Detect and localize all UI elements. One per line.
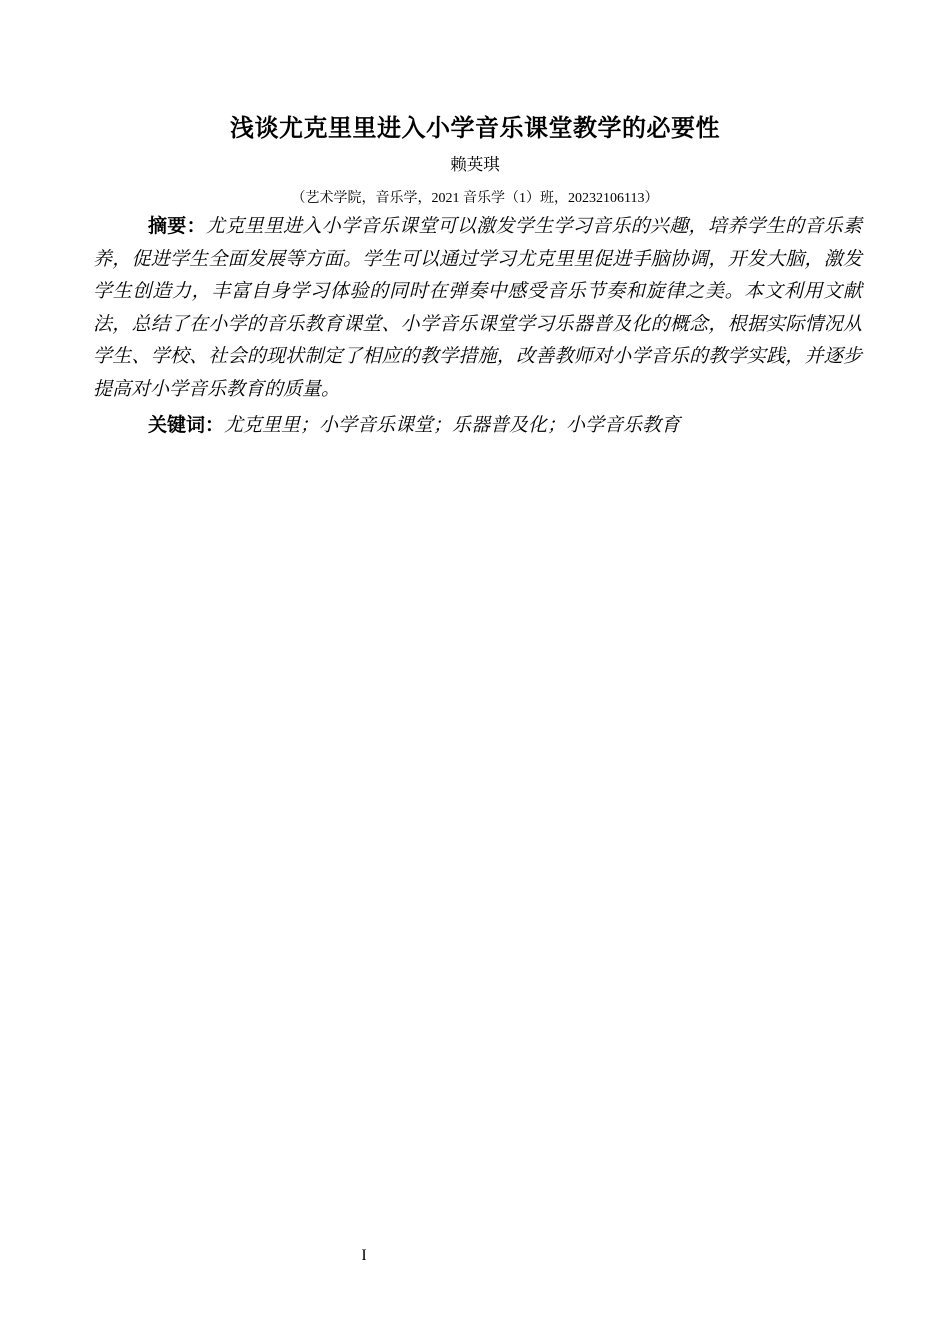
affiliation-line: （艺术学院，音乐学，2021 音乐学（1）班，20232106113）	[291, 191, 659, 206]
author-name: 赖英琪	[450, 155, 500, 174]
abstract-text: 尤克里里进入小学音乐课堂可以激发学生学习音乐的兴趣，培养学生的音乐素养，促进学生全面发展等方面。学生可以通过学习尤克里里促进手脑协调，开发大脑，激发学生创造力，丰富自身学习体验的同时在弹奏中感受音乐节奏和旋律之美。本文利用文献法，总结了在小学的音乐教育课堂、小学音乐课堂学习乐器普及化的概念，根据实际情况从学生、学校、社会的现状制定了相应的教学措施，改善教师对小学音乐的教学实践，并逐步提高对小学音乐教育的质量。	[93, 216, 862, 400]
keywords-text: 尤克里里；小学音乐课堂；乐器普及化；小学音乐教育	[224, 415, 681, 436]
page-title: 浅谈尤克里里进入小学音乐课堂教学的必要性	[230, 115, 720, 142]
abstract-paragraph	[93, 211, 862, 406]
keywords-paragraph	[93, 410, 862, 443]
page-number: I	[361, 1247, 367, 1264]
abstract-label: 摘要：	[148, 216, 206, 237]
keywords-label: 关键词：	[148, 415, 225, 436]
